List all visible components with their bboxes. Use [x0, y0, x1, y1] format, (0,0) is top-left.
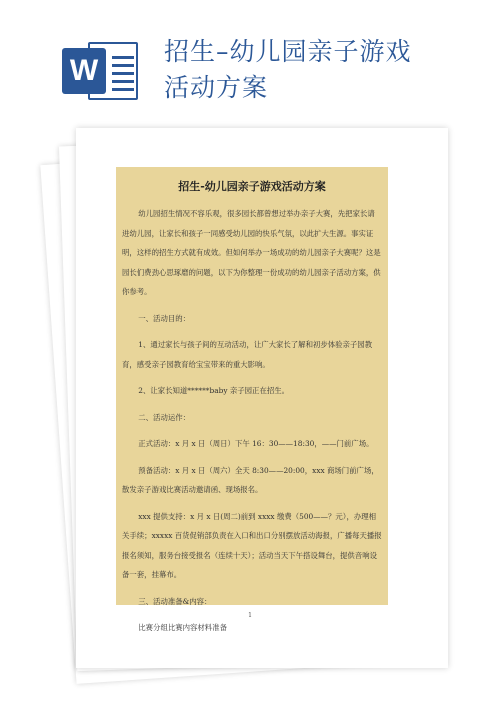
word-badge: W — [62, 48, 106, 94]
paragraph: 二、活动运作： — [138, 412, 191, 422]
document-title — [164, 34, 464, 106]
paragraph: 比赛分组比赛内容材料准备 — [138, 623, 227, 632]
page-number: 1 — [248, 612, 252, 619]
document-title-line-1: 招生–幼儿园亲子游戏 — [164, 37, 412, 66]
paragraph: xxx 提供支持：x 月 x 日(周二)前到 xxxx 缴费（500——？元），办理相关手续；xxxxx 百货促销部负责在入口和出口分别摆放活动海报，广播每天播报报名须知，服务台接受报名（连续十天）；活动当天下午搭设舞台，提供音响设备一套，挂幕布。 — [122, 511, 382, 579]
paragraph: 预备活动：x 月 x 日（周六）全天 8:30——20:00，xxx 商场门前广场，散发亲子游戏比赛活动邀请函、现场报名。 — [122, 465, 379, 494]
paragraph: 幼儿园招生情况不容乐观，很多园长都曾想过举办亲子大赛，先把家长请进幼儿园，让家长和孩子一同感受幼儿园的快乐气氛，以此扩大生源。事实证明，这样的招生方式就有成效。但如何举办一场成功的幼儿园亲子大赛呢？这是园长们费劲心思琢磨的问题，以下为你整理一份成功的幼儿园亲子活动方案，供你参考。 — [122, 209, 381, 296]
paragraph: 一、活动目的： — [138, 313, 191, 323]
paragraph: 1、通过家长与孩子间的互动活动，让广大家长了解和初步体验亲子园教育，感受亲子园教育给宝宝带来的重大影响。 — [122, 340, 373, 369]
paragraph: 2、让家长知道******baby 亲子园正在招生。 — [138, 386, 290, 395]
paragraph: 三、活动准备&内容： — [138, 596, 212, 606]
document-content — [116, 167, 388, 632]
document-heading: 招生-幼儿园亲子游戏活动方案 — [178, 180, 326, 193]
document-title-line-2: 活动方案 — [164, 73, 269, 102]
paragraph: 正式活动：x 月 x 日（周日）下午 16：30——18:30，——门前广场。 — [138, 439, 374, 448]
word-icon — [62, 40, 140, 102]
